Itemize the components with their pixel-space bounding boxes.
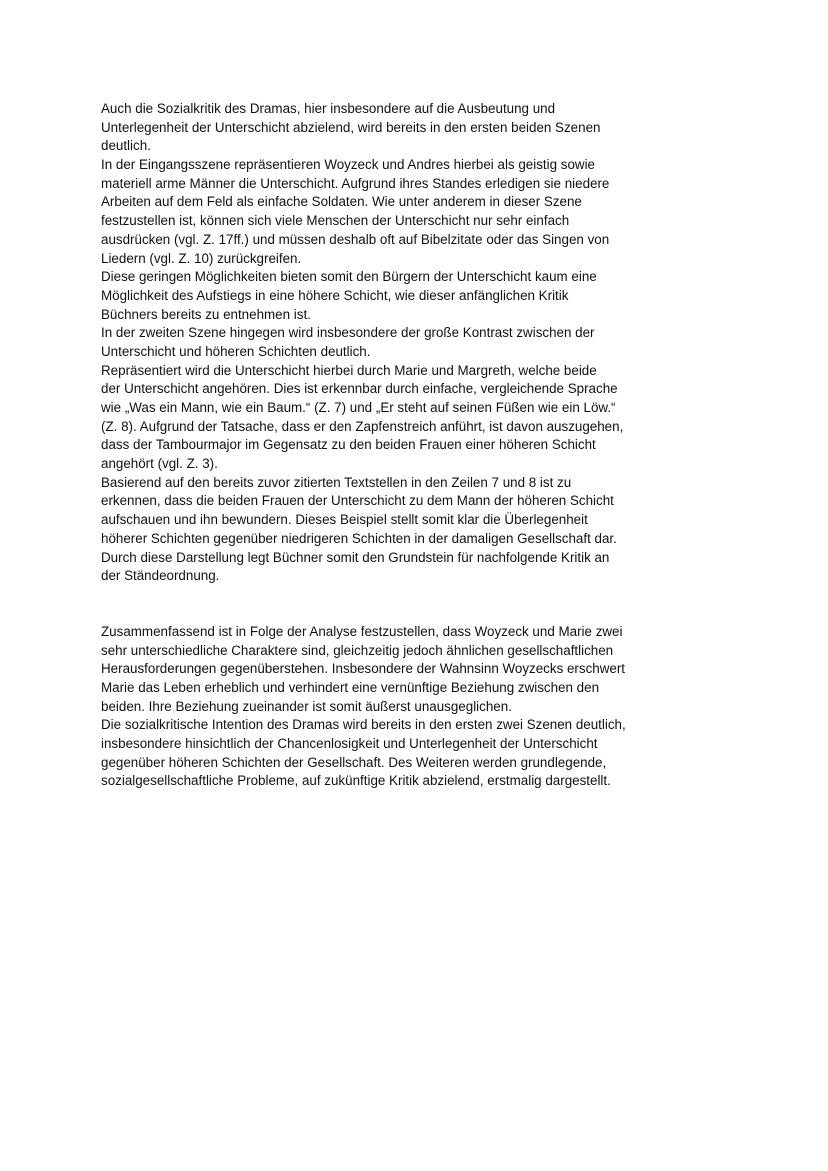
text-line: Unterlegenheit der Unterschicht abzielend, wird bereits in den ersten beiden Szenen xyxy=(101,119,601,135)
text-line: höherer Schichten gegenüber niedrigeren Schichten in der damaligen Gesellschaft dar. xyxy=(101,530,617,546)
text-line: gegenüber höheren Schichten der Gesellschaft. Des Weiteren werden grundlegende, xyxy=(101,754,607,770)
text-line: der Unterschicht angehören. Dies ist erkennbar durch einfache, vergleichende Sprache xyxy=(101,381,618,397)
text-line: beiden. Ihre Beziehung zueinander ist somit äußerst unausgeglichen. xyxy=(101,698,512,714)
paragraph-sozialkritik xyxy=(101,100,741,586)
text-line: insbesondere hinsichtlich der Chancenlosigkeit und Unterlegenheit der Unterschicht xyxy=(101,736,598,751)
text-line: Repräsentiert wird die Unterschicht hierbei durch Marie und Margreth, welche beide xyxy=(101,362,597,378)
text-line: ausdrücken (vgl. Z. 17ff.) und müssen deshalb oft auf Bibelzitate oder das Singen von xyxy=(101,231,610,247)
document-body xyxy=(101,100,741,791)
paragraph-zusammenfassung xyxy=(101,623,741,791)
text-line: (Z. 8). Aufgrund der Tatsache, dass er den Zapfenstreich anführt, ist davon auszugehen, xyxy=(101,418,624,434)
text-line: festzustellen ist, können sich viele Menschen der Unterschicht nur sehr einfach xyxy=(101,213,570,229)
text-line: Arbeiten auf dem Feld als einfache Soldaten. Wie unter anderem in dieser Szene xyxy=(101,194,582,210)
text-line: angehört (vgl. Z. 3). xyxy=(101,456,218,472)
text-line: sehr unterschiedliche Charaktere sind, gleichzeitig jedoch ähnlichen gesellschaftlichen xyxy=(101,642,614,658)
text-line: In der zweiten Szene hingegen wird insbesondere der große Kontrast zwischen der xyxy=(101,325,595,341)
text-line: Durch diese Darstellung legt Büchner somit den Grundstein für nachfolgende Kritik an xyxy=(101,549,610,565)
text-line: Marie das Leben erheblich und verhindert eine vernünftige Beziehung zwischen den xyxy=(101,679,600,695)
text-line: Auch die Sozialkritik des Dramas, hier insbesondere auf die Ausbeutung und xyxy=(101,101,556,116)
text-line: Die sozialkritische Intention des Dramas wird bereits in den ersten zwei Szenen deutlich, xyxy=(101,717,626,733)
paragraph-spacer xyxy=(101,586,741,623)
text-line: der Ständeordnung. xyxy=(101,568,220,584)
text-line: sozialgesellschaftliche Probleme, auf zukünftige Kritik abzielend, erstmalig dargestellt. xyxy=(101,773,611,789)
text-line: Basierend auf den bereits zuvor zitierten Textstellen in den Zeilen 7 und 8 ist zu xyxy=(101,474,572,490)
text-line: Herausforderungen gegenüberstehen. Insbesondere der Wahnsinn Woyzecks erschwert xyxy=(101,661,626,677)
text-line: dass der Tambourmajor im Gegensatz zu den beiden Frauen einer höheren Schicht xyxy=(101,437,596,453)
text-line: Möglichkeit des Aufstiegs in eine höhere Schicht, wie dieser anfänglichen Kritik xyxy=(101,287,569,303)
text-line: materiell arme Männer die Unterschicht. Aufgrund ihres Standes erledigen sie niedere xyxy=(101,175,610,191)
text-line: Diese geringen Möglichkeiten bieten somit den Bürgern der Unterschicht kaum eine xyxy=(101,269,597,285)
text-line: wie „Was ein Mann, wie ein Baum.“ (Z. 7) und „Er steht auf seinen Füßen wie ein Löw.“ xyxy=(101,400,616,415)
text-line: Liedern (vgl. Z. 10) zurückgreifen. xyxy=(101,250,302,266)
text-line: Zusammenfassend ist in Folge der Analyse festzustellen, dass Woyzeck und Marie zwei xyxy=(101,623,623,639)
text-line: aufschauen und ihn bewundern. Dieses Beispiel stellt somit klar die Überlegenheit xyxy=(101,512,588,528)
text-line: Büchners bereits zu entnehmen ist. xyxy=(101,306,311,322)
text-line: deutlich. xyxy=(101,138,151,154)
text-line: Unterschicht und höheren Schichten deutlich. xyxy=(101,343,371,359)
text-line: In der Eingangsszene repräsentieren Woyzeck und Andres hierbei als geistig sowie xyxy=(101,157,596,173)
text-line: erkennen, dass die beiden Frauen der Unterschicht zu dem Mann der höheren Schicht xyxy=(101,493,614,509)
